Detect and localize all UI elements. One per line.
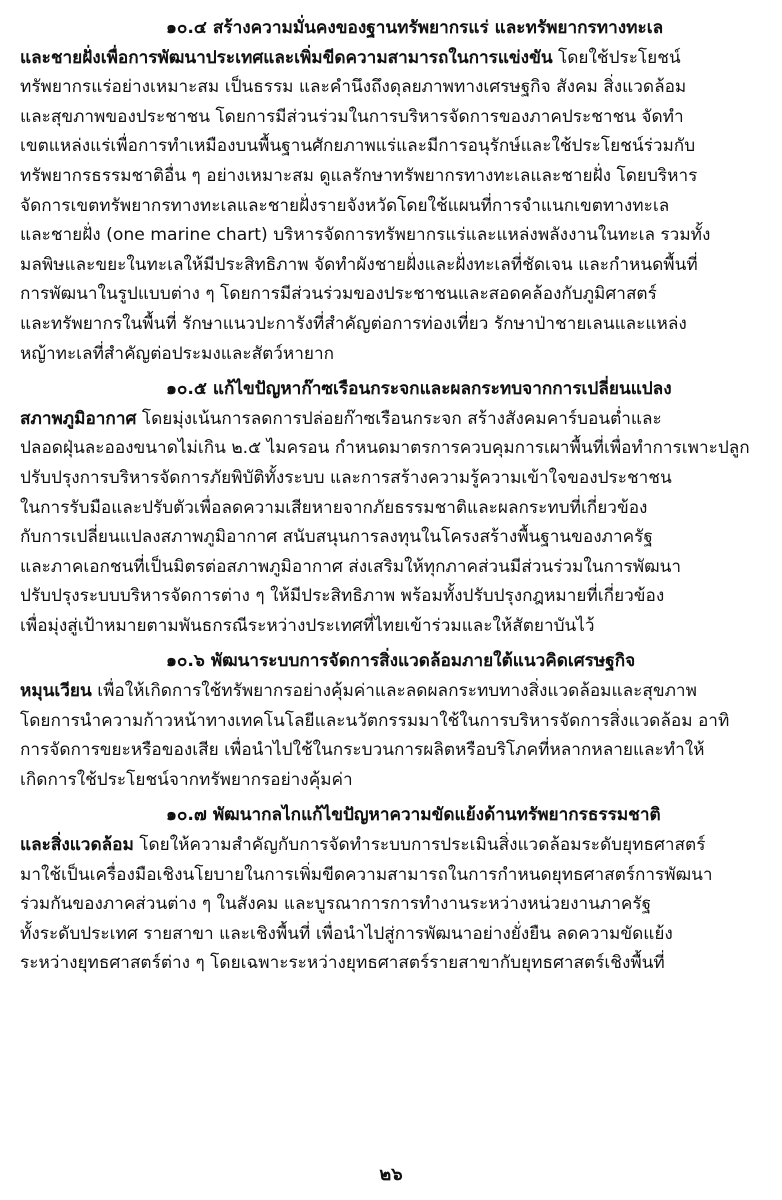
section-10-4-line-6: ทรัพยากรธรรมชาติอื่น ๆ อย่างเหมาะสม ดูแลรักษาทรัพยากรทางทะเลและชายฝั่ง โดยบริหาร — [20, 165, 698, 186]
section-10-5-line-7: และภาคเอกชนที่เป็นมิตรต่อสภาพภูมิอากาศ ส่งเสริมให้ทุกภาคส่วนมีส่วนร่วมในการพัฒนา — [20, 556, 682, 577]
section-10-6-line-4: การจัดการขยะหรือของเสีย เพื่อนำไปใช้ในกระบวนการผลิตหรือบริโภคที่หลากหลายและทำให้ — [20, 740, 705, 761]
section-10-4-line-2 — [20, 44, 762, 74]
body-text: โดยใช้ประโยชน์ — [552, 47, 681, 68]
section-10-7-heading: ๑๐.๗ พัฒนากลไกแก้ไขปัญหาความขัดแย้งด้านทรัพยากรธรรมชาติ — [166, 805, 661, 826]
section-10-7-line-1 — [20, 801, 762, 831]
section-10-7-line-3: มาใช้เป็นเครื่องมือเชิงนโยบายในการเพิ่มขีดความสามารถในการกำหนดยุทธศาสตร์การพัฒนา — [20, 864, 713, 885]
section-10-4-line-4: และสุขภาพของประชาชน โดยการมีส่วนร่วมในการบริหารจัดการของภาคประชาชน จัดทำ — [20, 106, 684, 127]
section-10-7-line-5: ทั้งระดับประเทศ รายสาขา และเชิงพื้นที่ เพื่อนำไปสู่การพัฒนาอย่างยั่งยืน ลดความขัดแย้ง — [20, 923, 673, 944]
section-10-4-line-5: เขตแหล่งแร่เพื่อการทำเหมืองบนพื้นฐานศักยภาพแร่และมีการอนุรักษ์และใช้ประโยชน์ร่วมกับ — [20, 136, 696, 157]
section-10-5-line-8: ปรับปรุงระบบบริหารจัดการต่าง ๆ ให้มีประสิทธิภาพ พร้อมทั้งปรับปรุงกฎหมายที่เกี่ยวข้อง — [20, 586, 665, 607]
section-10-4 — [20, 14, 762, 369]
section-10-7-heading-cont: และสิ่งแวดล้อม — [20, 835, 134, 856]
section-10-5-line-6: กับการเปลี่ยนแปลงสภาพภูมิอากาศ สนับสนุนการลงทุนในโครงสร้างพื้นฐานของภาครัฐ — [20, 527, 653, 548]
section-10-5-line-5: ในการรับมือและปรับตัวเพื่อลดความเสียหายจากภัยธรรมชาติและผลกระทบที่เกี่ยวข้อง — [20, 497, 648, 518]
section-10-4-line-7: จัดการเขตทรัพยากรทางทะเลและชายฝั่งรายจังหวัดโดยใช้แผนที่การจำแนกเขตทางทะเล — [20, 195, 670, 216]
section-10-4-line-10: การพัฒนาในรูปแบบต่าง ๆ โดยการมีส่วนร่วมของประชาชนและสอดคล้องกับภูมิศาสตร์ — [20, 284, 657, 305]
section-10-4-line-8: และชายฝั่ง (one marine chart) บริหารจัดการทรัพยากรแร่และแหล่งพลังงานในทะเล รวมทั้ง — [20, 225, 711, 246]
section-10-5-heading: ๑๐.๕ แก้ไขปัญหาก๊าซเรือนกระจกและผลกระทบจากการเปลี่ยนแปลง — [166, 379, 672, 400]
section-10-7-line-2 — [20, 831, 762, 861]
section-10-5-line-2 — [20, 405, 762, 435]
section-10-6 — [20, 647, 762, 795]
section-10-5-line-3: ปลอดฝุ่นละอองขนาดไม่เกิน ๒.๕ ไมครอน กำหนดมาตรการควบคุมการเผาพื้นที่เพื่อทำการเพาะปลูก — [20, 438, 750, 459]
section-10-6-line-5: เกิดการใช้ประโยชน์จากทรัพยากรอย่างคุ้มค่า — [20, 769, 353, 790]
page-number: ๒๖ — [379, 1164, 403, 1185]
section-10-4-line-11: และทรัพยากรในพื้นที่ รักษาแนวปะการังที่สำคัญต่อการท่องเที่ยว รักษาป่าชายเลนและแหล่ง — [20, 313, 687, 334]
section-10-4-line-12: หญ้าทะเลที่สำคัญต่อประมงและสัตว์หายาก — [20, 343, 335, 364]
section-10-5-heading-cont: สภาพภูมิอากาศ — [20, 408, 137, 429]
section-10-5 — [20, 375, 762, 641]
section-10-5-line-4: ปรับปรุงการบริหารจัดการภัยพิบัติทั้งระบบ และการสร้างความรู้ความเข้าใจของประชาชน — [20, 467, 672, 488]
body-text: เพื่อให้เกิดการใช้ทรัพยากรอย่างคุ้มค่าและลดผลกระทบทางสิ่งแวดล้อมและสุขภาพ — [91, 681, 697, 702]
body-text: โดยให้ความสำคัญกับการจัดทำระบบการประเมินสิ่งแวดล้อมระดับยุทธศาสตร์ — [133, 835, 706, 856]
section-10-6-line-1 — [20, 647, 762, 677]
section-10-6-line-2 — [20, 677, 762, 707]
section-10-4-heading: ๑๐.๔ สร้างความมั่นคงของฐานทรัพยากรแร่ และทรัพยากรทางทะเล — [166, 18, 664, 38]
section-10-7-line-4: ร่วมกันของภาคส่วนต่าง ๆ ในสังคม และบูรณาการการทำงานระหว่างหน่วยงานภาครัฐ — [20, 894, 652, 915]
section-10-4-line-9: มลพิษและขยะในทะเลให้มีประสิทธิภาพ จัดทำผังชายฝั่งและฝั่งทะเลที่ชัดเจน และกำหนดพื้นที่ — [20, 254, 698, 275]
section-10-6-heading: ๑๐.๖ พัฒนาระบบการจัดการสิ่งแวดล้อมภายใต้แนวคิดเศรษฐกิจ — [166, 651, 636, 672]
section-10-4-line-3: ทรัพยากรแร่อย่างเหมาะสม เป็นธรรม และคำนึงถึงดุลยภาพทางเศรษฐกิจ สังคม สิ่งแวดล้อม — [20, 77, 687, 98]
section-10-5-line-1 — [20, 375, 762, 405]
section-10-6-heading-cont: หมุนเวียน — [20, 681, 92, 702]
section-10-5-line-9: เพื่อมุ่งสู่เป้าหมายตามพันธกรณีระหว่างประเทศที่ไทยเข้าร่วมและให้สัตยาบันไว้ — [20, 615, 595, 636]
section-10-6-line-3: โดยการนำความก้าวหน้าทางเทคโนโลยีและนวัตกรรมมาใช้ในการบริหารจัดการสิ่งแวดล้อม อาทิ — [20, 710, 730, 731]
section-10-4-line-1 — [20, 14, 762, 44]
section-10-7-line-6: ระหว่างยุทธศาสตร์ต่าง ๆ โดยเฉพาะระหว่างยุทธศาสตร์รายสาขากับยุทธศาสตร์เชิงพื้นที่ — [20, 953, 665, 974]
section-10-4-heading-cont: และชายฝั่งเพื่อการพัฒนาประเทศและเพิ่มขีดความสามารถในการแข่งขัน — [20, 47, 553, 68]
section-10-7 — [20, 801, 762, 979]
body-text: โดยมุ่งเน้นการลดการปล่อยก๊าซเรือนกระจก สร้างสังคมคาร์บอนต่ำและ — [136, 408, 662, 429]
document-page — [20, 14, 762, 985]
